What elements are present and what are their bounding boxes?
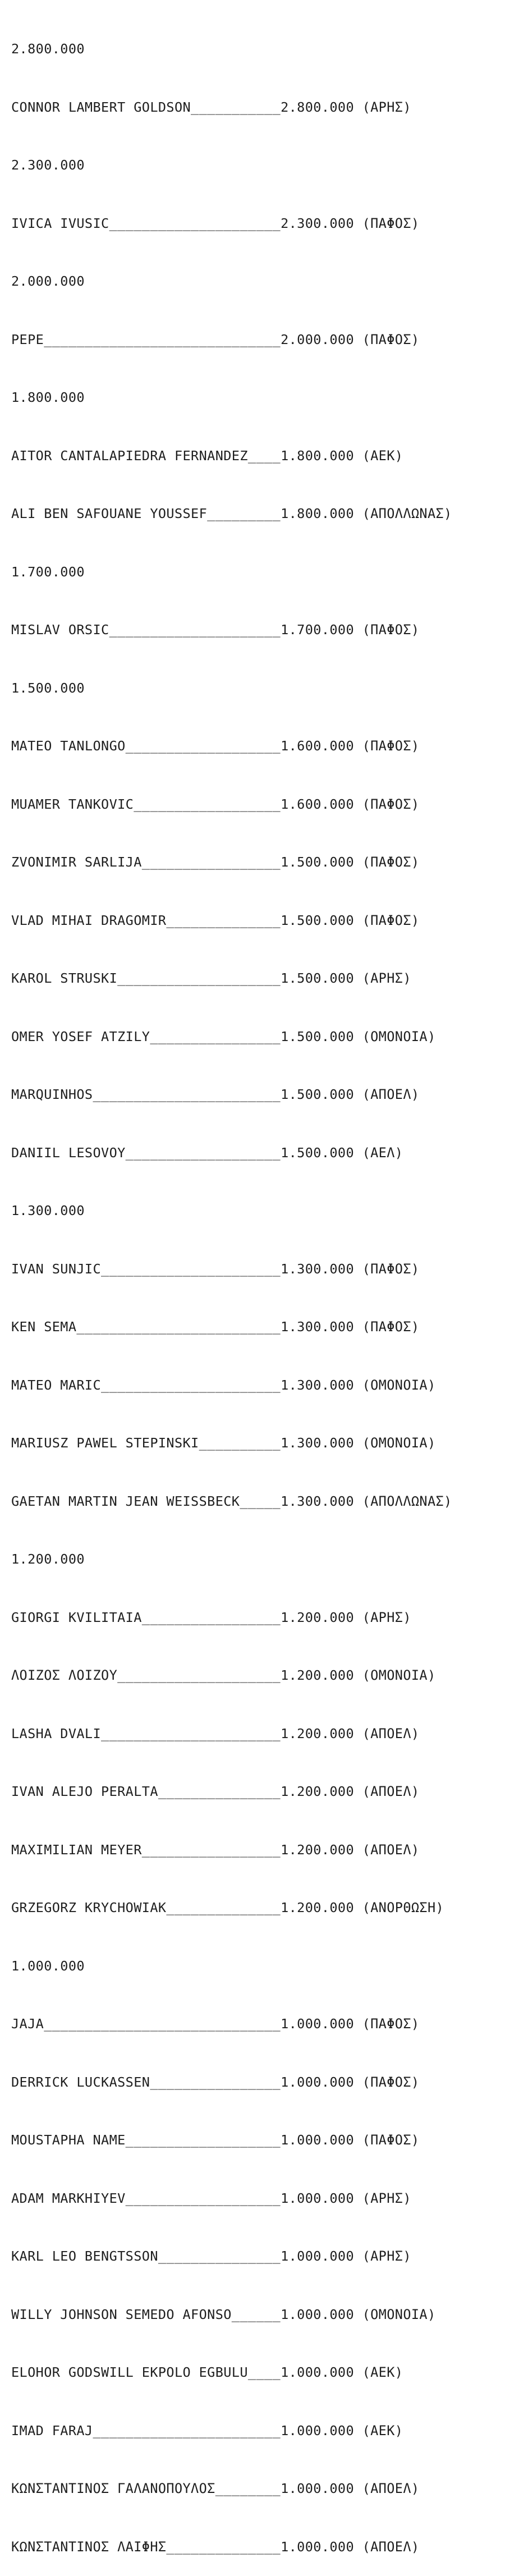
text-line: IVICA IVUSIC_____________________2.300.000 (ΠΑΦΟΣ) <box>11 215 420 231</box>
text-line: 1.800.000 <box>11 389 85 405</box>
text-line: ΚΩΝΣΤΑΝΤΙΝΟΣ ΓΑΛΑΝΟΠΟΥΛΟΣ________1.000.000 (ΑΠΟΕΛ) <box>11 2481 420 2496</box>
text-line: ZVONIMIR SARLIJA_________________1.500.000 (ΠΑΦΟΣ) <box>11 854 420 870</box>
text-line: 2.300.000 <box>11 157 85 173</box>
text-line: 1.500.000 <box>11 680 85 696</box>
text-line: GAETAN MARTIN JEAN WEISSBECK_____1.300.000 (ΑΠΟΛΛΩΝΑΣ) <box>11 1493 452 1509</box>
text-line: MUAMER TANKOVIC__________________1.600.000 (ΠΑΦΟΣ) <box>11 796 420 812</box>
text-line: OMER YOSEF ATZILY________________1.500.000 (ΟΜΟΝΟΙΑ) <box>11 1028 436 1044</box>
text-line: ΚΩΝΣΤΑΝΤΙΝΟΣ ΛΑΙΦΗΣ______________1.000.000 (ΑΠΟΕΛ) <box>11 2538 420 2555</box>
text-line: ΛΟΙΖΟΣ ΛΟΙΖΟΥ____________________1.200.000 (ΟΜΟΝΟΙΑ) <box>11 1667 436 1683</box>
text-line: IVAN SUNJIC______________________1.300.000 (ΠΑΦΟΣ) <box>11 1261 420 1277</box>
text-line: MATEO MARIC______________________1.300.000 (ΟΜΟΝΟΙΑ) <box>11 1377 436 1393</box>
text-line: KEN SEMA_________________________1.300.000 (ΠΑΦΟΣ) <box>11 1319 420 1335</box>
text-line: DANIIL LESOVOY___________________1.500.000 (ΑΕΛ) <box>11 1144 403 1161</box>
text-line: IMAD FARAJ_______________________1.000.000 (ΑΕΚ) <box>11 2422 403 2439</box>
text-line: 1.000.000 <box>11 1958 85 1974</box>
text-line: JAJA_____________________________1.000.000 (ΠΑΦΟΣ) <box>11 2016 420 2032</box>
text-line: MARIUSZ PAWEL STEPINSKI__________1.300.000 (ΟΜΟΝΟΙΑ) <box>11 1435 436 1451</box>
text-line: 1.300.000 <box>11 1203 85 1218</box>
text-document <box>11 1 452 2576</box>
text-line: GIORGI KVILITAIA_________________1.200.000 (ΑΡΗΣ) <box>11 1609 411 1625</box>
text-line: ALI BEN SAFOUANE YOUSSEF_________1.800.000 (ΑΠΟΛΛΩΝΑΣ) <box>11 506 452 521</box>
text-line: 1.700.000 <box>11 563 85 580</box>
text-line: KARL LEO BENGTSSON_______________1.000.000 (ΑΡΗΣ) <box>11 2248 411 2264</box>
text-line: GRZEGORZ KRYCHOWIAK______________1.200.000 (ΑΝΟΡΘΩΣΗ) <box>11 1900 444 1915</box>
text-line: MOUSTAPHA NAME___________________1.000.000 (ΠΑΦΟΣ) <box>11 2132 420 2148</box>
text-line: MATEO TANLONGO___________________1.600.000 (ΠΑΦΟΣ) <box>11 738 420 754</box>
text-line: ADAM MARKHIYEV___________________1.000.000 (ΑΡΗΣ) <box>11 2190 411 2206</box>
text-line: WILLY JOHNSON SEMEDO AFONSO______1.000.000 (ΟΜΟΝΟΙΑ) <box>11 2306 436 2322</box>
text-line: CONNOR LAMBERT GOLDSON___________2.800.000 (ΑΡΗΣ) <box>11 99 411 115</box>
text-line: 2.000.000 <box>11 273 85 289</box>
text-line: LASHA DVALI______________________1.200.000 (ΑΠΟΕΛ) <box>11 1725 420 1741</box>
text-line: PEPE_____________________________2.000.000 (ΠΑΦΟΣ) <box>11 331 420 347</box>
text-line: ELOHOR GODSWILL EKPOLO EGBULU____1.000.000 (ΑΕΚ) <box>11 2364 403 2380</box>
text-line: MARQUINHOS_______________________1.500.000 (ΑΠΟΕΛ) <box>11 1087 420 1102</box>
text-line: AITOR CANTALAPIEDRA FERNANDEZ____1.800.000 (ΑΕΚ) <box>11 447 403 464</box>
text-line: IVAN ALEJO PERALTA_______________1.200.000 (ΑΠΟΕΛ) <box>11 1784 420 1799</box>
text-line: MISLAV ORSIC_____________________1.700.000 (ΠΑΦΟΣ) <box>11 622 420 638</box>
text-line: 2.800.000 <box>11 41 85 57</box>
text-line: DERRICK LUCKASSEN________________1.000.000 (ΠΑΦΟΣ) <box>11 2074 420 2090</box>
text-line: KAROL STRUSKI____________________1.500.000 (ΑΡΗΣ) <box>11 970 411 986</box>
text-line: VLAD MIHAI DRAGOMIR______________1.500.000 (ΠΑΦΟΣ) <box>11 912 420 928</box>
text-line: 1.200.000 <box>11 1551 85 1567</box>
text-line: MAXIMILIAN MEYER_________________1.200.000 (ΑΠΟΕΛ) <box>11 1841 420 1858</box>
